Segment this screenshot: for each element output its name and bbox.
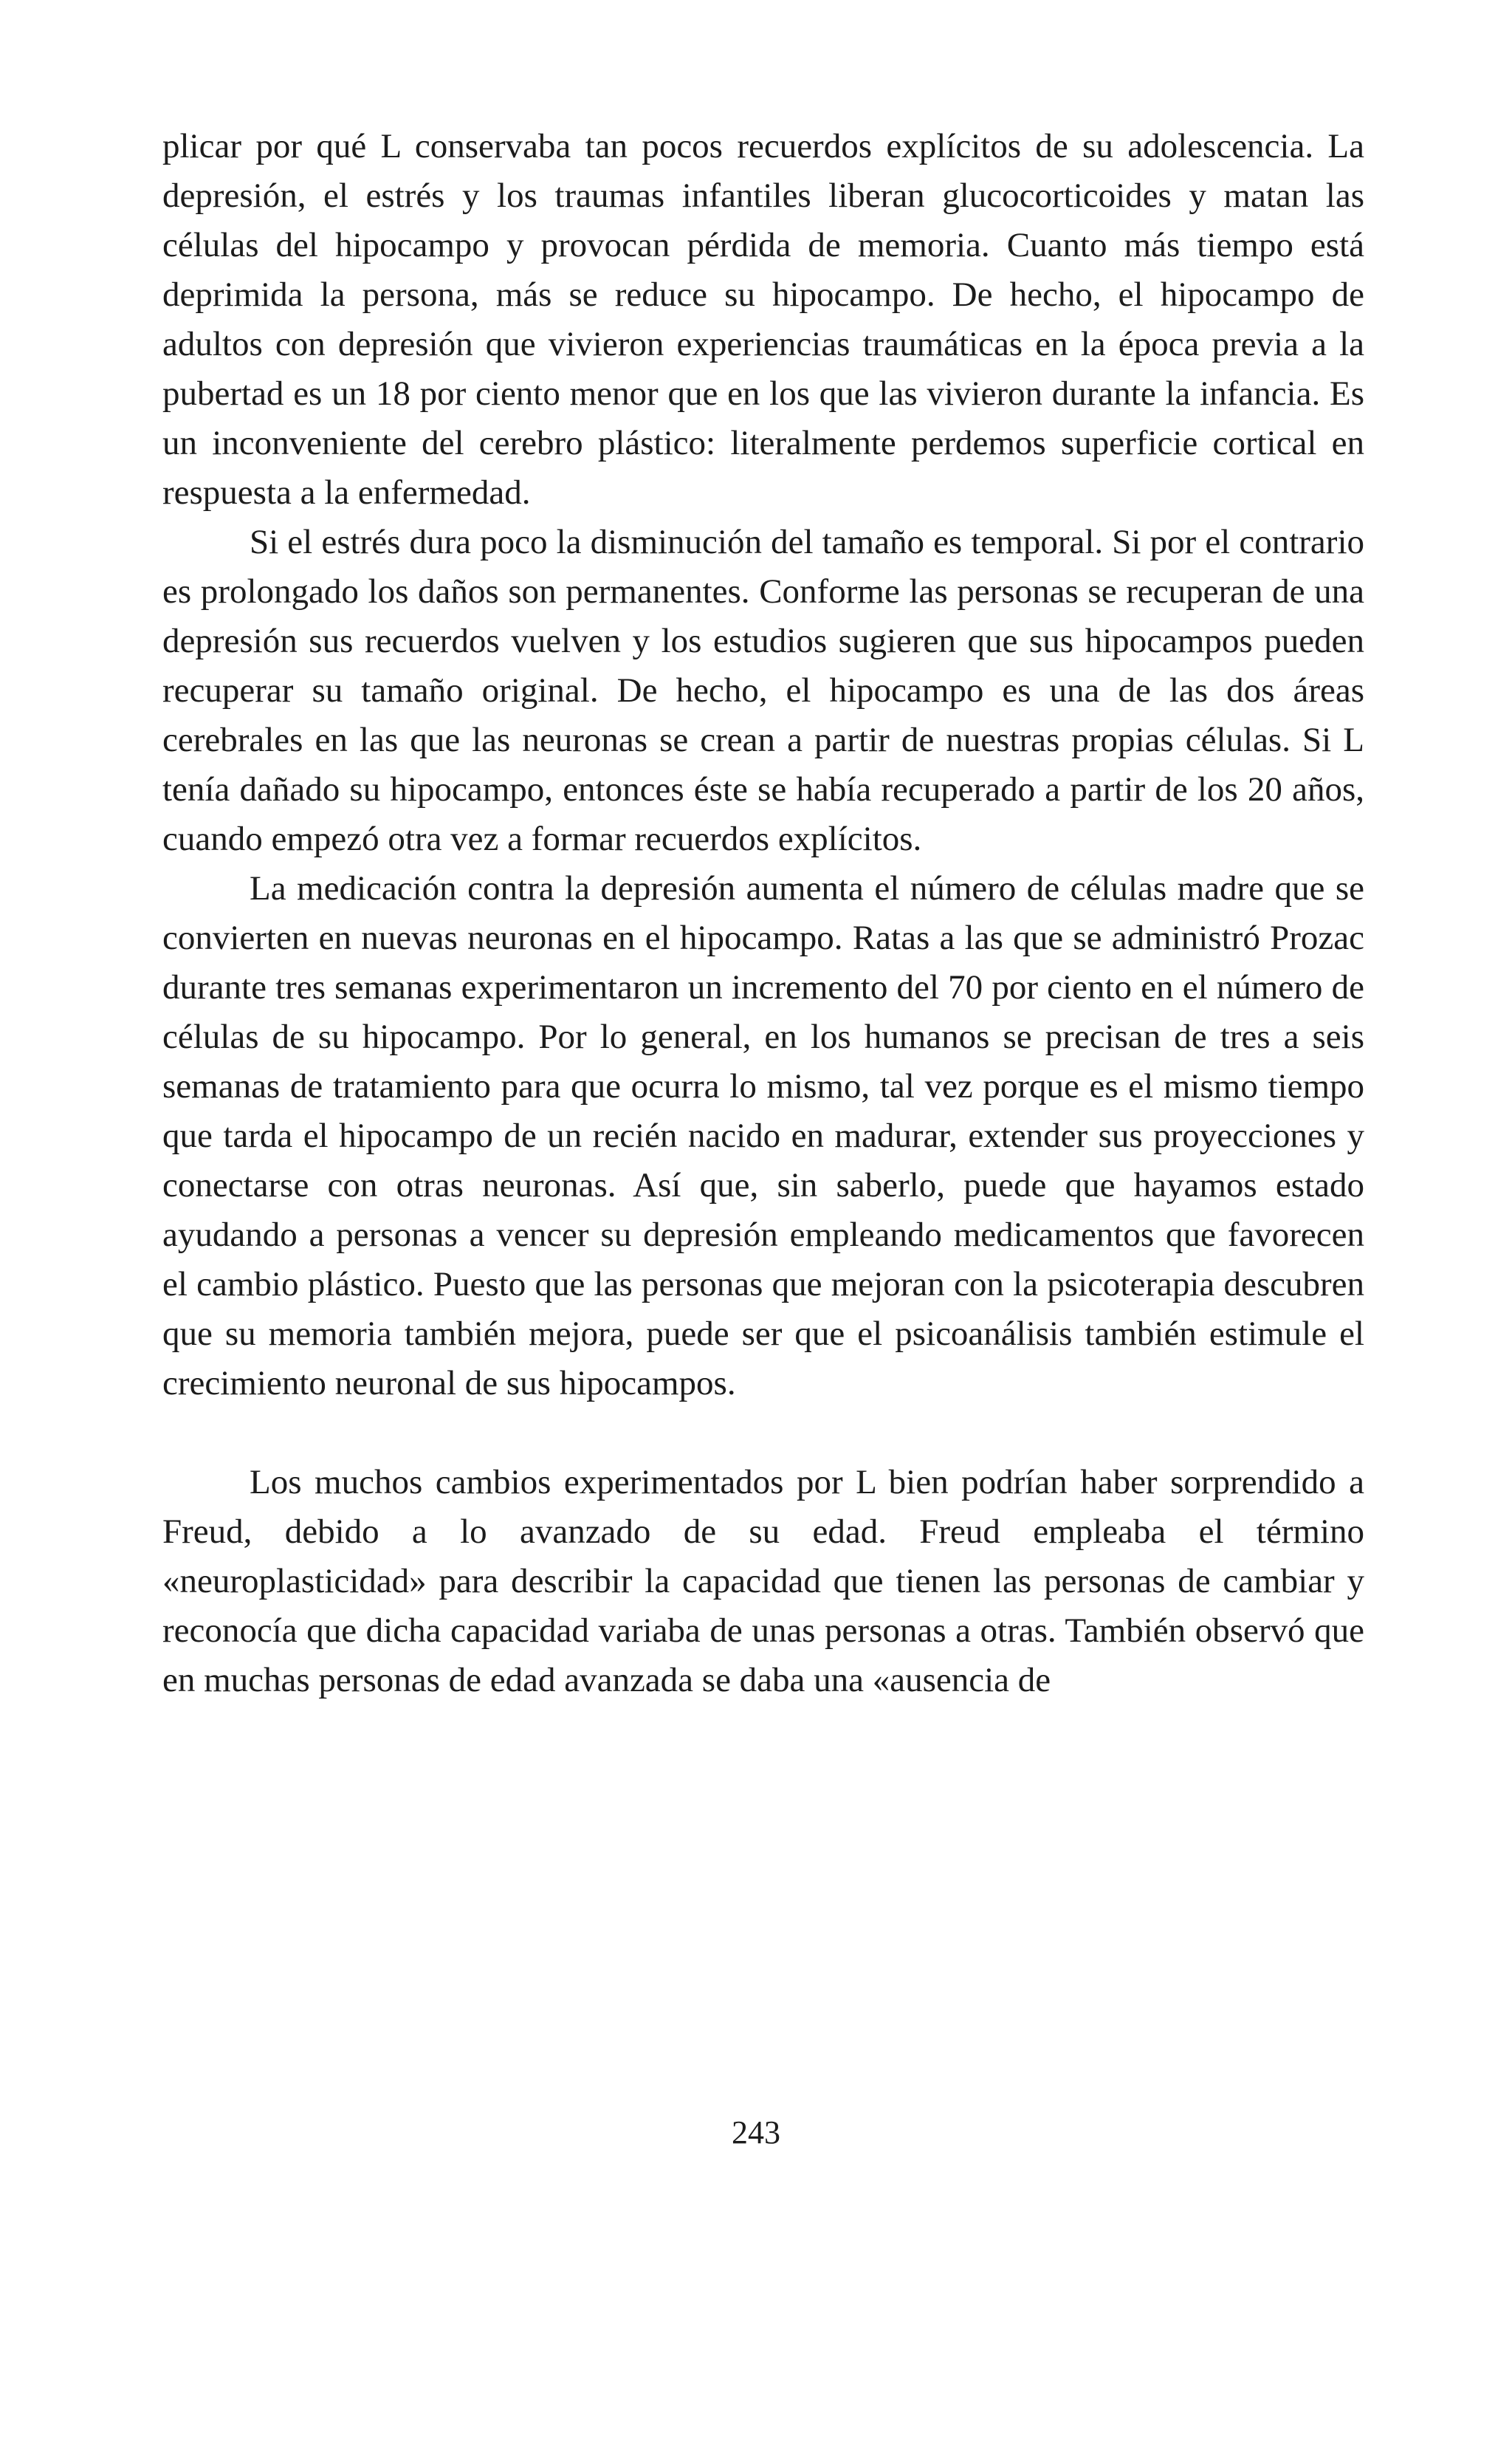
section-break — [162, 1408, 1364, 1458]
paragraph-2: Si el estrés dura poco la disminución del tamaño es temporal. Si por el contrario es prolongado los daños son permanentes. Conforme las personas se recuperan de una depresión sus recuerdos vuelven y los estudios sugieren que sus hipocampos pueden recuperar su tamaño original. De hecho, el hipocampo es una de las dos áreas cerebrales en las que las neuronas se crean a partir de nuestras propias células. Si L tenía dañado su hipocampo, entonces éste se había recuperado a partir de los 20 años, cuando empezó otra vez a formar recuerdos explícitos. — [162, 523, 1364, 858]
page-number: 243 — [732, 2114, 780, 2151]
paragraph-3: La medicación contra la depresión aumenta el número de células madre que se convierten en nuevas neuronas en el hipocampo. Ratas a las que se administró Prozac durante tres semanas experimentaron un incremento del 70 por ciento en el número de células de su hipocampo. Por lo general, en los humanos se precisan de tres a seis semanas de tratamiento para que ocurra lo mismo, tal vez porque es el mismo tiempo que tarda el hipocampo de un recién nacido en madurar, extender sus proyecciones y conectarse con otras neuronas. Así que, sin saberlo, puede que hayamos estado ayudando a personas a vencer su depresión empleando medicamentos que favorecen el cambio plástico. Puesto que las personas que mejoran con la psicoterapia descubren que su memoria también mejora, puede ser que el psicoanálisis también estimule el crecimiento neuronal de sus hipocampos. — [162, 869, 1364, 1402]
paragraph-1: plicar por qué L conservaba tan pocos recuerdos explícitos de su adolescencia. La depresión, el estrés y los traumas infantiles liberan glucocorticoides y matan las células del hipocampo y provocan pérdida de memoria. Cuanto más tiempo está deprimida la persona, más se reduce su hipocampo. De hecho, el hipocampo de adultos con depresión que vivieron experiencias traumáticas en la época previa a la pubertad es un 18 por ciento menor que en los que las vivieron durante la infancia. Es un inconveniente del cerebro plástico: literalmente perdemos superficie cortical en respuesta a la enfermedad. — [162, 127, 1364, 512]
page-body — [162, 122, 1364, 1705]
paragraph-4: Los muchos cambios experimentados por L bien podrían haber sorprendido a Freud, debido a lo avanzado de su edad. Freud empleaba el término «neuroplasticidad» para describir la capacidad que tienen las personas de cambiar y reconocía que dicha capacidad variaba de unas personas a otras. También observó que en muchas personas de edad avanzada se daba una «ausencia de — [162, 1463, 1364, 1699]
